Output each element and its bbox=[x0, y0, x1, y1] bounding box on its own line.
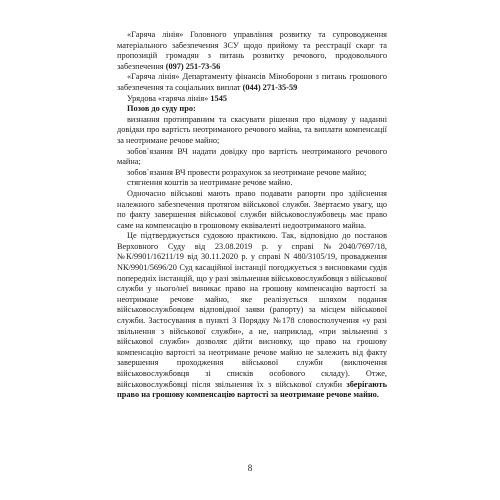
hotline-paragraph bbox=[117, 30, 387, 72]
hotline-paragraph bbox=[117, 94, 387, 105]
lawsuit-item: зобов`язання ВЧ надати довідку про вартість неотриманого речового майна; bbox=[117, 146, 387, 167]
court-practice-paragraph bbox=[117, 231, 387, 401]
page-number: 8 bbox=[247, 463, 253, 473]
hotline-paragraph bbox=[117, 72, 387, 93]
court-practice-conclusion: зберігають право на грошову компенсацію вартості за неотримане речове майно. bbox=[117, 379, 387, 400]
document-body bbox=[117, 30, 387, 401]
hotline-phone: 1545 bbox=[210, 93, 227, 103]
lawsuit-item: визнання протиправним та скасувати рішення про відмову у наданні довідки про вартість неотриманого речового майна, та виплати компенсації за неотримане речове майно; bbox=[117, 114, 387, 145]
hotline-text: «Гаряча лінія» Департаменту фінансів Міноборони з питань грошового забезпечення та соціальних виплат bbox=[117, 72, 387, 92]
hotline-phone: (097) 251-73-56 bbox=[165, 61, 221, 71]
hotline-phone: (044) 271-35-59 bbox=[242, 82, 298, 92]
lawsuit-item: стягнення коштів за неотримане речове майно. bbox=[127, 178, 293, 188]
body-paragraph: Одночасно військові мають право подавати рапорти про здійснення належного забезпечення протягом військової служби. Звертаємо увагу, що по факту завершення військової служби військовослужбовець має право саме на компенсацію в грошовому еквіваленті недоотриманого майна. bbox=[117, 188, 387, 230]
hotline-text: «Гаряча лінія» Головного управління розвитку та супроводження матеріального забезпечення ЗСУ щодо прийому та реєстрації скарг та пропозицій громадян з питань розвитку речового, продовольчого забезпечення bbox=[117, 30, 387, 71]
hotline-text: Урядова «гаряча лінія» bbox=[127, 93, 211, 103]
lawsuit-heading: Позов до суду про: bbox=[127, 104, 196, 114]
court-practice-text: Це підтверджується судовою практикою. Так, відповідно до постанов Верховного Суду від 23.08.2019 р. у справі №2040/7697/18, №К/9901/16211/19 від 30.11.2020 р. у справі N 480/3105/19, провадження NК/9901/5696/20 Суд касаційної інстанції погоджується з висновками судів попередніх інстанцій, що у разі звільнення військовослужбовця з військової служби у нього/неї виникає право на грошову компенсацію вартості за неотримане речове майно, яке реалізується шляхом подання військовослужбовцем відповідної заяви (рапорту) за місцем військової служби. Застосування в пункті 3 Порядку №178 словосполучення «у разі звільнення з військової служби», а не, наприклад, «при звільненні з військової служби» дозволяє дійти висновку, що право на грошову компенсацію вартості за неотримане речове майно не залежить від факту завершення проходження військової служби (виключення військовослужбовця зі списків особового складу). Отже, військовослужбовці після звільнення їх з військової служби bbox=[117, 231, 387, 389]
lawsuit-item: зобов`язання ВЧ провести розрахунок за неотримане речове майно; bbox=[127, 167, 367, 177]
